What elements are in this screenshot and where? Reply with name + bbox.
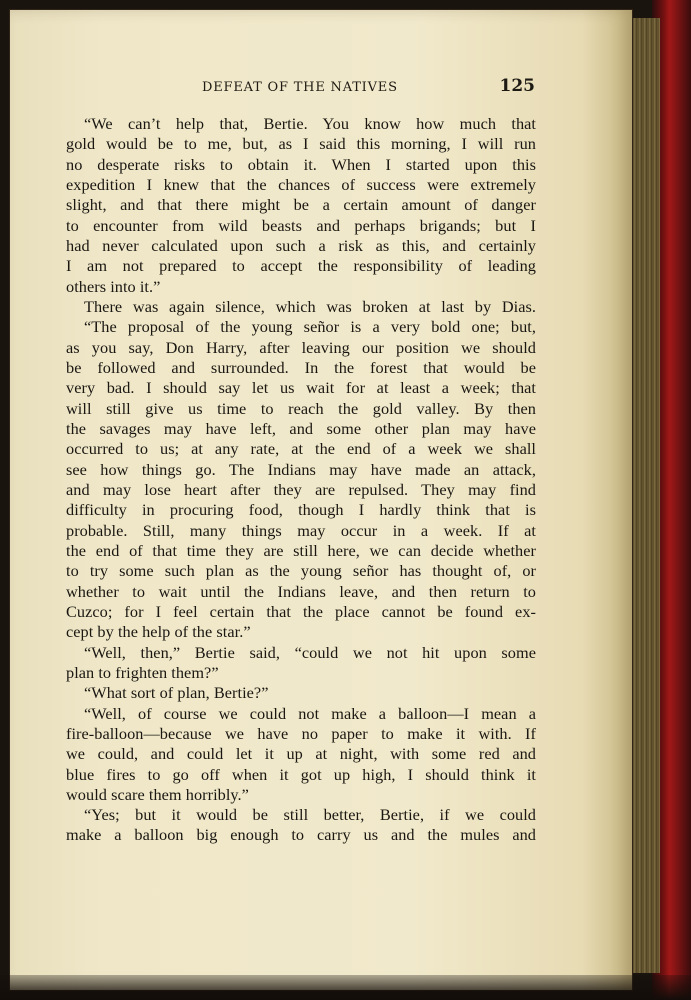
text-line: “Well, of course we could not make a balloon—I mean a — [84, 703, 536, 723]
text-line: plan to frighten them?” — [66, 662, 219, 682]
text-line: see how things go. The Indians may have made an attack, — [66, 459, 536, 479]
text-line: slight, and that there might be a certain amount of danger — [66, 195, 536, 215]
page-header — [66, 76, 536, 100]
text-line: we could, and could let it up at night, with some red and — [66, 744, 536, 764]
text-line: gold would be to me, but, as I said this morning, I will run — [66, 134, 536, 154]
text-line: “Well, then,” Bertie said, “could we not hit upon some — [84, 642, 536, 662]
text-line: very bad. I should say let us wait for at least a week; that — [66, 378, 536, 398]
running-title: DEFEAT OF THE NATIVES — [202, 80, 398, 95]
text-line: “Yes; but it would be still better, Bertie, if we could — [84, 805, 536, 825]
text-line: to encounter from wild beasts and perhaps brigands; but I — [66, 215, 536, 235]
text-line: “What sort of plan, Bertie?” — [84, 683, 269, 703]
text-line: would scare them horribly.” — [66, 784, 249, 804]
body-text — [66, 114, 536, 846]
text-line: difficulty in procuring food, though I hardly think that is — [66, 500, 536, 520]
text-line: I am not prepared to accept the responsibility of leading — [66, 256, 536, 276]
text-line: fire-balloon—because we have no paper to make it with. If — [66, 723, 536, 743]
text-line: make a balloon big enough to carry us and the mules and — [66, 825, 536, 845]
text-line: as you say, Don Harry, after leaving our position we should — [66, 337, 536, 357]
text-line: others into it.” — [66, 276, 161, 296]
text-line: the end of that time they are still here, we can decide whether — [66, 540, 536, 560]
text-line: be followed and surrounded. In the forest that would be — [66, 357, 536, 377]
bottom-shadow — [0, 975, 691, 1000]
text-line: There was again silence, which was broken at last by Dias. — [84, 296, 536, 316]
text-line: will still give us time to reach the gold valley. By then — [66, 398, 536, 418]
text-line: no desperate risks to obtain it. When I started upon this — [66, 154, 536, 174]
text-line: “The proposal of the young señor is a very bold one; but, — [84, 317, 536, 337]
text-line: “We can’t help that, Bertie. You know how much that — [84, 114, 536, 133]
text-line: cept by the help of the star.” — [66, 622, 251, 642]
text-line: probable. Still, many things may occur in a week. If at — [66, 520, 536, 540]
text-line: whether to wait until the Indians leave, and then return to — [66, 581, 536, 601]
text-line: and may lose heart after they are repulsed. They may find — [66, 479, 536, 499]
page-number: 125 — [499, 76, 535, 96]
text-line: had never calculated upon such a risk as this, and certainly — [66, 235, 536, 255]
text-line: Cuzco; for I feel certain that the place cannot be found ex- — [66, 601, 536, 621]
text-line: expedition I knew that the chances of success were extremely — [66, 174, 536, 194]
text-line: the savages may have left, and some other plan may have — [66, 418, 536, 438]
text-line: occurred to us; at any rate, at the end of a week we shall — [66, 439, 536, 459]
text-line: blue fires to go off when it got up high, I should think it — [66, 764, 536, 784]
text-line: to try some such plan as the young señor has thought of, or — [66, 561, 536, 581]
